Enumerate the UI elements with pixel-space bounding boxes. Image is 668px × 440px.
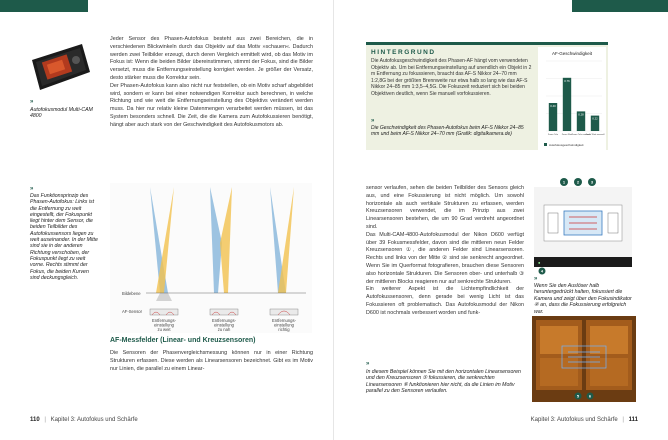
label-af-sensor: AF-Sensor (122, 309, 143, 314)
caption-marker: » (30, 186, 34, 192)
infobox-text: Die Autofokusgeschwindigkeit des Phasen-AF hängt vom verwendeten Objektiv ab. Um bei Entfernungseinstellung auf unendlich ein Objekt in 2 m Entfernung zu fokussieren, braucht das AF-S Nikkor 24–70 mm 1:2,8G bei der größten Brennweite nur etwa halb so lang wie das AF-S Nikkor 24–85 mm 1:3,5–4,5G. Die Fokuszeit reduziert sich bei beiden Objektiven deutlich, wenn Sie manuell vorfokussieren. (371, 58, 532, 97)
body-text-right: sensor verlaufen, sehen die beiden Teilbilder des Sensors gleich aus, und eine Fokussierung ist nicht möglich. Um sowohl horizontale als auch vertikale Strukturen zu erfassen, werden Kreuzsensoren verwendet, die im Prinzip aus zwei Linearsensoren bestehen, die um 90 Grad verdreht angeordnet sind. Das Multi-CAM-4800-Autofokusmodul der Nikon D600 verfügt über 39 Fokusmessfelder, davon sind die mittleren neun Felder Kreuzsensoren ①, die anderen Felder sind Linearsensoren. Rechts und links von der Mitte ② sind sie senkrecht angeordnet. Wenn Sie im Querformat fotografieren, brauchen diese Sensoren also horizontale Strukturen. Die Sensoren ober- und unterhalb ③ der mittleren Blocks reagieren nur auf senkrechte Strukturen. Ein weiterer Aspekt ist die Lichtempfindlichkeit der Autofokussensoren, denn gerade bei wenig Licht ist das Fokussieren oft problematisch. Das Autofokusmodul der Nikon D600 ist nochmals verbessert worden und funk- (366, 185, 524, 316)
footer-right: Kapitel 3: Autofokus und Schärfe | 111 (530, 417, 638, 423)
header-bar-right (572, 0, 668, 12)
chart-category-label: Zoom Tele manuell (571, 134, 591, 136)
svg-text:●: ● (538, 260, 541, 265)
caption-marker: » (366, 361, 370, 367)
background-infobox (366, 42, 608, 150)
footer-chapter-right: Kapitel 3: Autofokus und Schärfe (530, 417, 618, 423)
chart-category-label: Zoom Tele (547, 134, 559, 136)
caption-marker: » (30, 99, 34, 105)
chart-legend: Autofokusgeschwindigkeit (549, 142, 584, 147)
setting-label-3: Entfernungs-einstellung richtig (272, 318, 296, 333)
footer-chapter-left: Kapitel 3: Autofokus und Schärfe (50, 417, 138, 423)
marker-2: 2 (576, 179, 580, 185)
af-screen-caption: Wenn Sie den Auslöser halb heruntergedrückt halten, fokussiert die Kamera und zeigt über den Fokusindikator ④ an, dass die Fokussierung erfolgreich war. (534, 283, 632, 315)
status-bar (534, 257, 632, 267)
chart-value-label: 0.40 (550, 104, 556, 108)
infobox-title: HINTERGRUND (371, 49, 436, 56)
header-bar-left (0, 0, 88, 12)
af-viewfinder-graphic (534, 177, 632, 275)
marker-3: 3 (590, 179, 594, 185)
page-spine (333, 0, 334, 440)
af-module-photo (30, 38, 92, 96)
chart-value-label: 0.22 (592, 116, 598, 121)
sensor-box-left (150, 309, 178, 315)
body-text-top: Jeder Sensor des Phasen-Autofokus besteht aus zwei Bereichen, die in verschiedenen Blickwinkeln durch das Objektiv auf das Motiv »schauen«. Dadurch werden zwei Teilbilder erzeugt, durch deren Vergleich ermittelt wird, ob das Motiv im Fokus ist: Wenn die beiden Bilder übereinstimmen, stimmt der Fokus, sind die Bilder versetzt, muss die Entfernungseinstellung korrigiert werden. Je größer der Versatz, desto stärker muss die Korrektur sein. Der Phasen-Autofokus kann also nicht nur feststellen, ob ein Motiv scharf abgebildet wird, sondern er kann bei einer notwendigen Korrektur auch berechnen, in welche Richtung und wie weit die Entfernungseinstellung des Objektivs verändert werden muss. Da hier nur relativ kleine Datenmengen verarbeitet werden müssen, ist das System besonders schnell. Die Zeit, die die Kamera zum Autofokussieren benötigt, hängt aber auch stark von der Geschwindigkeit des Autofokusmotors ab. (110, 36, 313, 128)
chart-value-label: 0.76 (564, 78, 570, 83)
photo-caption: Autofokusmodul Multi-CAM 4800 (30, 107, 93, 120)
sensor-box-middle (210, 309, 238, 315)
body-text-bottom: Die Sensoren der Phasenvergleichsmessung können nur in einer Richtung Strukturen erfassen. Diese werden als Linearsensoren bezeichnet. Gibt es im Motiv nur Linien, die parallel zu einem Linear- (110, 350, 313, 372)
footer-left: 110 | Kapitel 3: Autofokus und Schärfe (30, 417, 138, 423)
chart-category-label: Zoom Weit manuell (585, 134, 605, 136)
chart-bar (563, 78, 571, 131)
setting-label-2: Entfernungs-einstellung zu nah (212, 318, 236, 333)
phase-af-diagram (110, 183, 312, 333)
legend-swatch (544, 143, 547, 146)
example-caption: In diesem Beispiel können Sie mit den horizontalen Linearsensoren und den Kreuzsensoren ⑤ fokussieren, die senkrechten Linearsensoren ⑥ funktionieren hier nicht, da die Linien im Motiv parallel zu den Sensoren verlaufen. (366, 369, 521, 395)
chart-title: AF-Geschwindigkeit (551, 51, 593, 56)
infobox-caption: Die Geschwindigkeit des Phasen-Autofokus beim AF-S Nikkor 24–85 mm und beim AF-S Nikkor 24–70 mm (Grafik: digitalkamera.de) (371, 125, 524, 138)
door-example-photo (532, 316, 636, 402)
caption-marker: » (534, 276, 538, 282)
af-speed-chart (538, 47, 606, 151)
page-number-left: 110 (30, 417, 40, 423)
diagram-caption: Das Funktionsprinzip des Phasen-Autofokus: Links ist die Entfernung zu weit eingestellt, der Fokuspunkt liegt hinter dem Sensor, die beiden Teilbilder des Autofokussensors liegen zu weit auseinander. In der Mitte sind sie in der anderen Richtung verschoben, der Fokuspunkt liegt zu weit vorne. Rechts stimmt der Fokus, die beiden Kurven sind deckungsgleich. (30, 193, 98, 281)
marker-6: 6 (588, 393, 592, 399)
chart-category-label: Zoom Weit (561, 134, 573, 136)
marker-1: 1 (562, 179, 566, 185)
marker-4: 4 (540, 268, 544, 274)
caption-marker: » (371, 118, 375, 124)
chart-value-label: 0.28 (578, 112, 584, 117)
sensor-box-right (270, 309, 298, 315)
label-bildebene: Bildebene (122, 291, 141, 296)
page-number-right: 111 (628, 417, 638, 423)
section-heading: AF-Messfelder (Linear- und Kreuzsensoren) (110, 337, 256, 344)
marker-5: 5 (576, 393, 580, 399)
setting-label-1: Entfernungs-einstellung zu weit (152, 318, 176, 333)
